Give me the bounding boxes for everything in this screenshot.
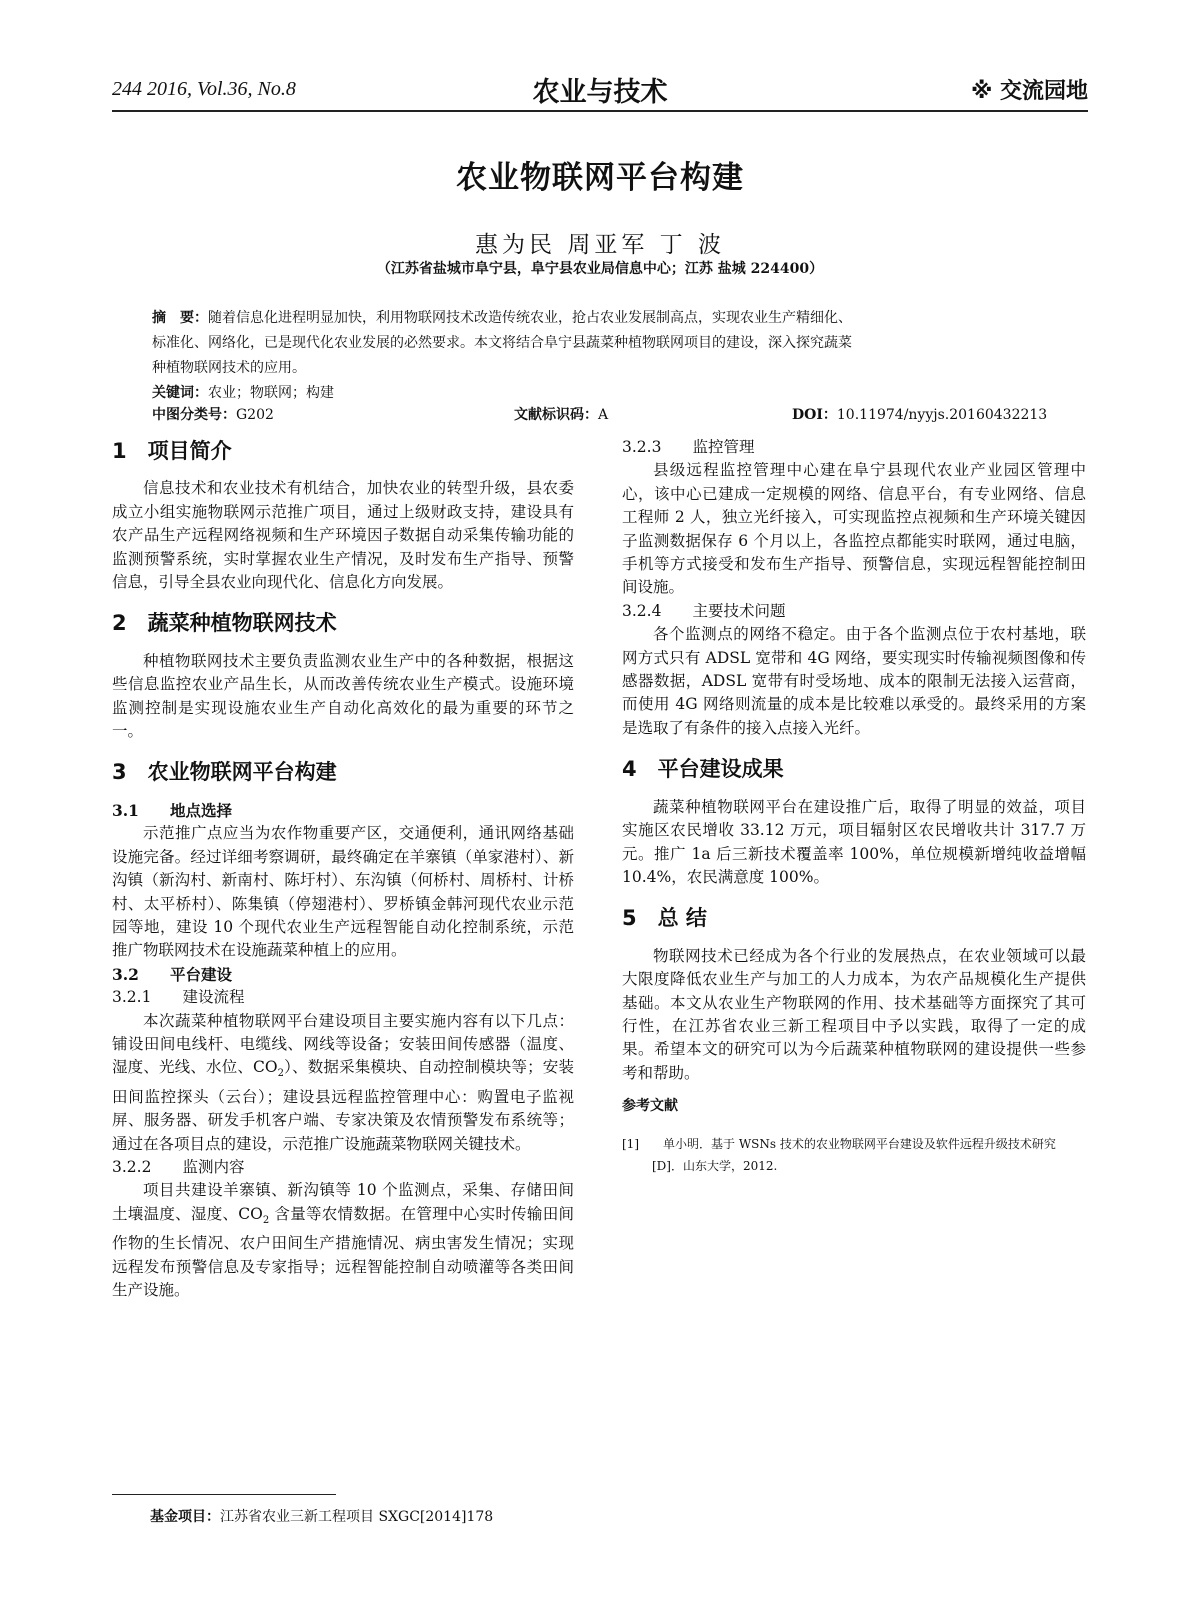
authors: 惠为民 周亚军 丁 波 — [475, 232, 725, 258]
subsubsection-heading: 3.2.1 建设流程 — [112, 988, 245, 1007]
abstract-line: 随着信息化进程明显加快，利用物联网技术改造传统农业，抢占农业发展制高点，实现农业生产精细化、 — [208, 310, 852, 326]
paragraph: 蔬菜种植物联网平台在建设推广后，取得了明显的效益，项目实施区农民增收 33.12 万元，项目辐射区农民增收共计 317.7 万元。推广 1a 后三新技术覆盖率 100%，单位规模新增纯收益增幅 10.4%，农民满意度 100%。 — [622, 797, 1086, 886]
doi-label: DOI： — [792, 407, 837, 423]
abstract-line: 种植物联网技术的应用。 — [152, 360, 306, 376]
column-name: ※ 交流园地 — [970, 79, 1088, 104]
section-heading: 2 蔬菜种植物联网技术 — [112, 611, 337, 636]
section-heading: 1 项目简介 — [112, 439, 232, 463]
paragraph: 各个监测点的网络不稳定。由于各个监测点位于农村基地，联网方式只有 ADSL 宽带和 4G 网络，要实现实时传输视频图像和传感器数据，ADSL 宽带有时受场地、成本的限制无法接入运营商，而使用 4G 网络则流量的成本是比较难以承受的。最终采用的方案是选取了有条件的接入点接入光纤。 — [622, 625, 1086, 737]
fund-text: 江苏省农业三新工程项目 SXGC[2014]178 — [220, 1509, 494, 1525]
section-heading: 3 农业物联网平台构建 — [112, 760, 337, 785]
paragraph: 信息技术和农业技术有机结合，加快农业的转型升级，县农委成立小组实施物联网示范推广项目，通过上级财政支持，建设具有农产品生产远程网络视频和生产环境因子数据自动采集传输功能的监测预警系统，实时掌握农业生产情况，及时发布生产指导、预警信息，引导全县农业向现代化、信息化方向发展。 — [112, 479, 574, 592]
subsubsection-heading: 3.2.2 监测内容 — [112, 1158, 245, 1177]
reference-item: [1] 单小明．基于 WSNs 技术的农业物联网平台建设及软件远程升级技术研究 [D]．山东大学，2012. — [622, 1136, 1056, 1173]
paragraph: 县级远程监控管理中心建在阜宁县现代农业产业园区管理中心，该中心已建成一定规模的网络、信息平台，有专业网络、信息工程师 2 人，独立光纤接入，可实现监控点视频和生产环境关键因子监测数据保存 6 个月以上，各监控点都能实时联网，通过电脑，手机等方式接受和发布生产指导、预警信息，实现远程智能控制田间设施。 — [622, 461, 1086, 597]
doccode-label: 文献标识码： — [514, 407, 598, 423]
paragraph: 项目共建设羊寨镇、新沟镇等 10 个监测点，采集、存储田间土壤温度、湿度、$CO_2$ 含量等农情数据。在管理中心实时传输田间作物的生长情况、农户田间生产措施情况、病虫害发生情况；实现远程发布预警信息及专家指导；远程智能控制自动喷灌等各类田间生产设施。 — [112, 1181, 574, 1300]
subsection-heading: 3.1 地点选择 — [112, 800, 232, 820]
article-meta — [152, 404, 1052, 426]
paragraph: 示范推广点应当为农作物重要产区，交通便利，通讯网络基础设施完备。经过详细考察调研，最终确定在羊寨镇（单家港村）、新沟镇（新沟村、新南村、陈圩村）、东沟镇（何桥村、周桥村、计桥村、太平桥村）、陈集镇（停翅港村）、罗桥镇金韩河现代农业示范园等地，建设 10 个现代农业生产远程智能自动化控制系统，示范推广物联网技术在设施蔬菜种植上的应用。 — [112, 824, 574, 960]
affiliation: （江苏省盐城市阜宁县，阜宁县农业局信息中心；江苏 盐城 224400） — [376, 261, 824, 277]
right-column — [622, 434, 1086, 1177]
subsubsection-heading: 3.2.3 监控管理 — [622, 438, 755, 456]
journal-issue: 244 2016, Vol.36, No.8 — [112, 78, 296, 100]
doccode: A — [598, 407, 609, 423]
left-column — [112, 434, 574, 1303]
paragraph: 物联网技术已经成为各个行业的发展热点，在农业领域可以最大限度降低农业生产与加工的人力成本，为农产品规模化生产提供基础。本文从农业生产物联网的作用、技术基础等方面探究了其可行性，在江苏省农业三新工程项目中予以实践，取得了一定的成果。希望本文的研究可以为今后蔬菜种植物联网的建设提供一些参考和帮助。 — [622, 946, 1086, 1082]
clc-label: 中图分类号： — [152, 407, 236, 423]
subsection-heading: 3.2 平台建设 — [112, 964, 232, 984]
keywords: 农业；物联网；构建 — [208, 385, 334, 401]
fund-label: 基金项目： — [150, 1509, 220, 1525]
footnote-rule — [112, 1494, 336, 1495]
paragraph: 本次蔬菜种植物联网平台建设项目主要实施内容有以下几点：铺设田间电线杆、电缆线、网线等设备；安装田间传感器（温度、湿度、光线、水位、$CO_2$）、数据采集模块、自动控制模块等；安装田间监控探头（云台）；建设县远程监控管理中心：购置电子监视屏、服务器、研发手机客户端、专家决策及农情预警发布系统等；通过在各项目点的建设，示范推广设施蔬菜物联网关键技术。 — [112, 1011, 574, 1153]
clc-code: G202 — [236, 407, 274, 423]
abstract-label: 摘 要： — [152, 310, 208, 326]
doi: 10.11974/nyyjs.20160432213 — [836, 407, 1048, 423]
references-heading: 参考文献 — [622, 1098, 678, 1115]
subsubsection-heading: 3.2.4 主要技术问题 — [622, 601, 786, 620]
section-heading: 5 总 结 — [622, 906, 707, 931]
abstract-line: 标准化、网络化，已是现代化农业发展的必然要求。本文将结合阜宁县蔬菜种植物联网项目的建设，深入探究蔬菜 — [152, 335, 852, 351]
paper-title: 农业物联网平台构建 — [456, 160, 744, 196]
funding-note — [150, 1506, 493, 1526]
journal-name: 农业与技术 — [532, 77, 668, 108]
abstract — [152, 306, 1052, 406]
section-heading: 4 平台建设成果 — [622, 757, 784, 782]
running-header — [112, 70, 1088, 112]
keywords-label: 关键词： — [152, 385, 208, 401]
paragraph: 种植物联网技术主要负责监测农业生产中的各种数据，根据这些信息监控农业产品生长，从而改善传统农业生产模式。设施环境监测控制是实现设施农业生产自动化高效化的最为重要的环节之一。 — [112, 651, 574, 741]
